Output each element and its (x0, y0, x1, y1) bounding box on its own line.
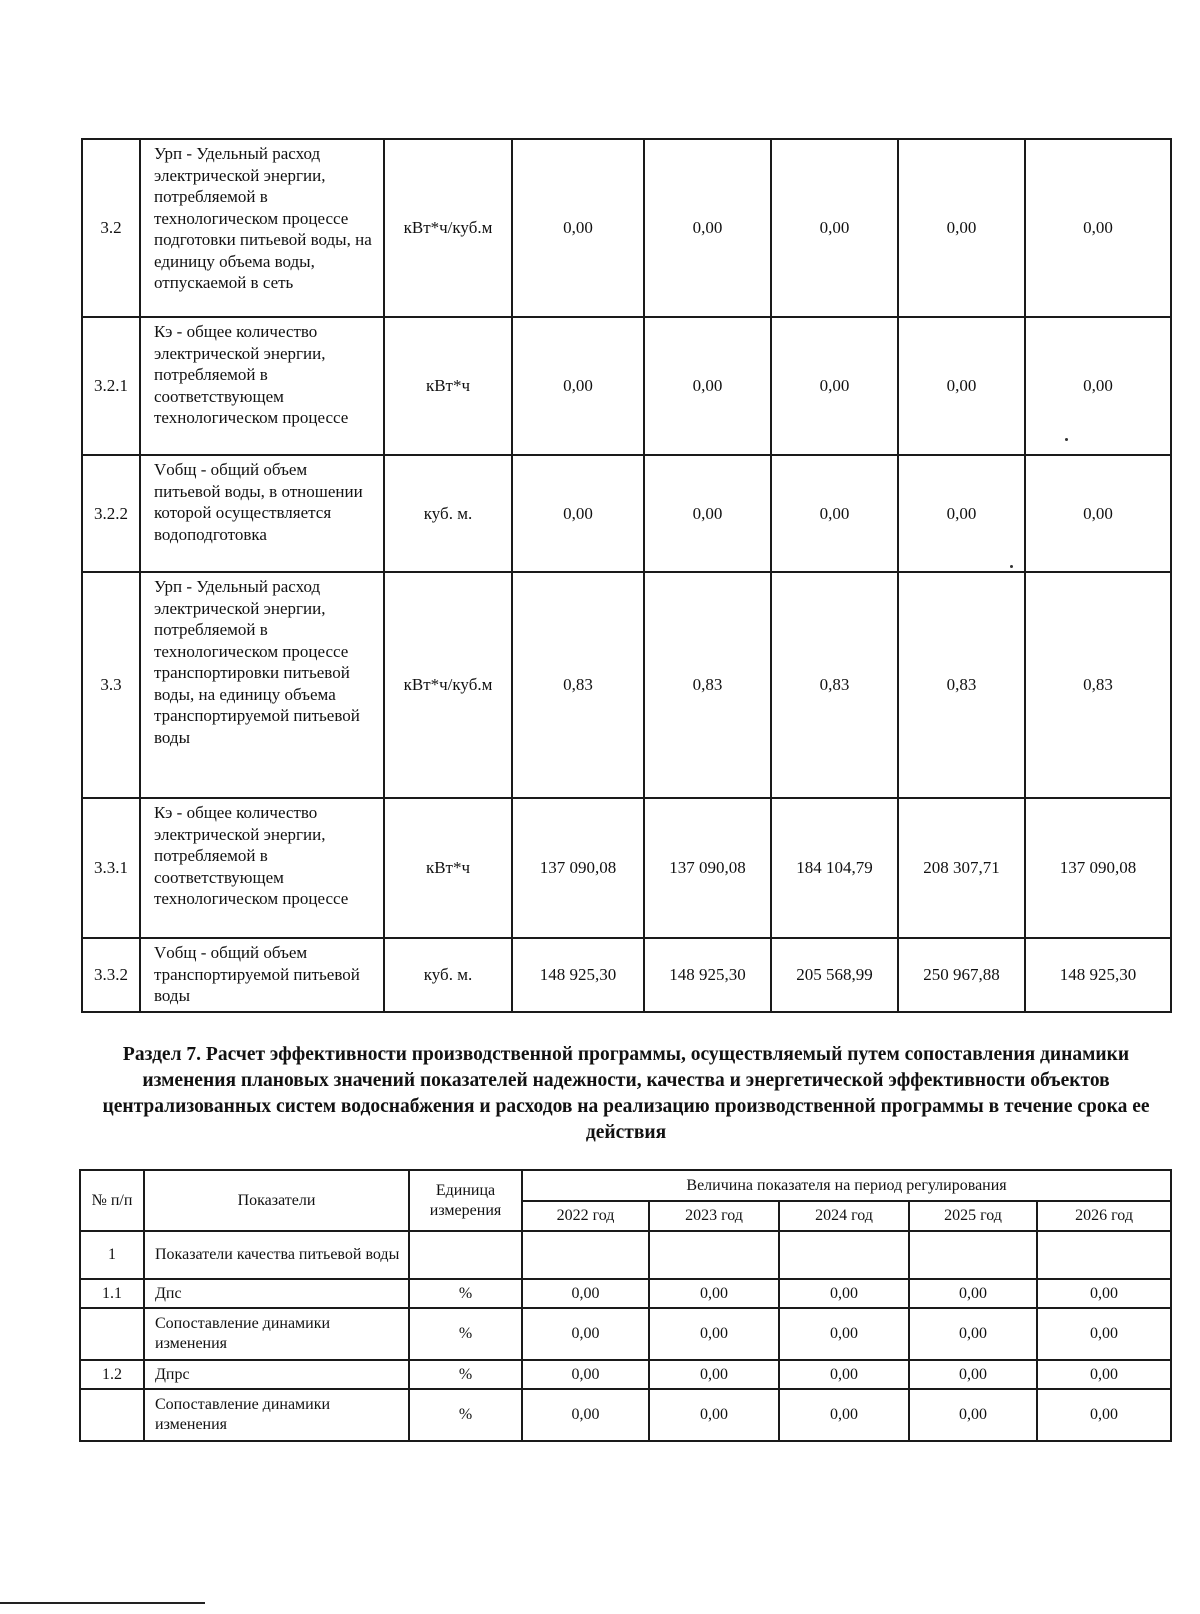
table-row (82, 317, 1171, 455)
table-row (80, 1231, 1171, 1279)
value-cell: 0,00 (771, 139, 898, 317)
value-cell: 184 104,79 (771, 798, 898, 938)
indicator-name: Дпрс (144, 1360, 409, 1389)
value-cell: 137 090,08 (512, 798, 644, 938)
scan-artifact-dot (1065, 438, 1068, 441)
unit-cell: куб. м. (384, 938, 512, 1012)
header-indicator: Показатели (144, 1170, 409, 1231)
indicator-name: Урп - Удельный расход электрической энергии, потребляемой в технологическом процессе подготовки питьевой воды, на единицу объема воды, отпускаемой в сеть (140, 139, 384, 317)
value-cell: 0,00 (909, 1389, 1037, 1441)
header-unit: Единица измерения (409, 1170, 522, 1231)
row-number: 1.1 (80, 1279, 144, 1308)
value-cell: 0,83 (512, 572, 644, 798)
table-row (82, 572, 1171, 798)
value-cell: 148 925,30 (1025, 938, 1171, 1012)
value-cell: 208 307,71 (898, 798, 1025, 938)
value-cell: 0,00 (644, 455, 771, 572)
scan-artifact-dot (1010, 565, 1013, 568)
indicator-name: Дпс (144, 1279, 409, 1308)
section-heading: Раздел 7. Расчет эффективности производственной программы, осуществляемый путем сопоставления динамики изменения плановых значений показателей надежности, качества и энергетической эффективности объектов централизованных систем водоснабжения и расходов на реализацию производственной программы в течение срока ее действия (102, 1044, 1150, 1143)
value-cell: 0,00 (644, 139, 771, 317)
row-number: 1.2 (80, 1360, 144, 1389)
value-cell: 0,00 (522, 1308, 649, 1360)
value-cell: 0,00 (909, 1308, 1037, 1360)
row-number (80, 1308, 144, 1360)
row-number: 3.3.2 (82, 938, 140, 1012)
header-year: 2022 год (522, 1201, 649, 1231)
value-cell: 0,83 (771, 572, 898, 798)
value-cell: 137 090,08 (1025, 798, 1171, 938)
unit-cell: % (409, 1360, 522, 1389)
value-cell: 0,00 (1025, 139, 1171, 317)
scan-artifact-line (0, 1602, 205, 1604)
value-cell: 0,00 (649, 1360, 779, 1389)
value-cell: 148 925,30 (644, 938, 771, 1012)
table-row (82, 455, 1171, 572)
row-number: 1 (80, 1231, 144, 1279)
indicator-name: Vобщ - общий объем питьевой воды, в отношении которой осуществляется водоподготовка (140, 455, 384, 572)
value-cell: 0,00 (1025, 455, 1171, 572)
value-cell: 0,00 (522, 1279, 649, 1308)
value-cell: 0,00 (1037, 1360, 1171, 1389)
indicator-name: Урп - Удельный расход электрической энергии, потребляемой в технологическом процессе транспортировки питьевой воды, на единицу объема транспортируемой питьевой воды (140, 572, 384, 798)
value-cell: 0,00 (779, 1389, 909, 1441)
header-year: 2025 год (909, 1201, 1037, 1231)
value-cell (522, 1231, 649, 1279)
table-row (82, 798, 1171, 938)
value-cell: 0,00 (898, 455, 1025, 572)
indicator-name: Сопоставление динамики изменения (144, 1389, 409, 1441)
row-number: 3.2.2 (82, 455, 140, 572)
value-cell: 250 967,88 (898, 938, 1025, 1012)
row-number: 3.2.1 (82, 317, 140, 455)
value-cell: 0,00 (649, 1389, 779, 1441)
header-period: Величина показателя на период регулирования (522, 1170, 1171, 1201)
table-row (82, 139, 1171, 317)
row-number: 3.2 (82, 139, 140, 317)
value-cell: 137 090,08 (644, 798, 771, 938)
value-cell: 0,00 (909, 1279, 1037, 1308)
table-row (80, 1279, 1171, 1308)
value-cell: 0,00 (512, 317, 644, 455)
value-cell: 0,00 (1037, 1279, 1171, 1308)
value-cell: 0,00 (771, 455, 898, 572)
value-cell: 0,00 (898, 139, 1025, 317)
value-cell: 0,00 (771, 317, 898, 455)
unit-cell: % (409, 1308, 522, 1360)
value-cell: 0,00 (512, 455, 644, 572)
value-cell: 0,00 (522, 1389, 649, 1441)
value-cell: 0,00 (649, 1308, 779, 1360)
unit-cell: % (409, 1279, 522, 1308)
unit-cell: кВт*ч/куб.м (384, 572, 512, 798)
value-cell: 0,00 (779, 1279, 909, 1308)
value-cell: 0,00 (779, 1360, 909, 1389)
row-number: 3.3 (82, 572, 140, 798)
table-row (80, 1389, 1171, 1441)
indicator-name: Кэ - общее количество электрической энергии, потребляемой в соответствующем технологическом процессе (140, 317, 384, 455)
value-cell: 0,00 (512, 139, 644, 317)
unit-cell (409, 1231, 522, 1279)
unit-cell: кВт*ч/куб.м (384, 139, 512, 317)
indicator-name: Vобщ - общий объем транспортируемой питьевой воды (140, 938, 384, 1012)
value-cell (909, 1231, 1037, 1279)
value-cell: 0,00 (779, 1308, 909, 1360)
value-cell: 0,00 (898, 317, 1025, 455)
value-cell: 0,83 (1025, 572, 1171, 798)
unit-cell: кВт*ч (384, 798, 512, 938)
value-cell: 0,00 (1025, 317, 1171, 455)
energy-efficiency-table (81, 138, 1172, 1013)
value-cell (649, 1231, 779, 1279)
value-cell: 0,00 (649, 1279, 779, 1308)
value-cell: 0,00 (644, 317, 771, 455)
header-year: 2023 год (649, 1201, 779, 1231)
value-cell: 148 925,30 (512, 938, 644, 1012)
value-cell (1037, 1231, 1171, 1279)
table-row (80, 1308, 1171, 1360)
unit-cell: кВт*ч (384, 317, 512, 455)
value-cell: 0,00 (522, 1360, 649, 1389)
header-year: 2026 год (1037, 1201, 1171, 1231)
unit-cell: куб. м. (384, 455, 512, 572)
header-year: 2024 год (779, 1201, 909, 1231)
row-number (80, 1389, 144, 1441)
header-row (80, 1170, 1171, 1201)
unit-cell: % (409, 1389, 522, 1441)
indicator-name: Показатели качества питьевой воды (144, 1231, 409, 1279)
indicator-name: Сопоставление динамики изменения (144, 1308, 409, 1360)
row-number: 3.3.1 (82, 798, 140, 938)
value-cell: 0,00 (1037, 1389, 1171, 1441)
value-cell: 0,00 (909, 1360, 1037, 1389)
efficiency-comparison-table (79, 1169, 1172, 1442)
value-cell (779, 1231, 909, 1279)
value-cell: 0,00 (1037, 1308, 1171, 1360)
value-cell: 205 568,99 (771, 938, 898, 1012)
value-cell: 0,83 (644, 572, 771, 798)
value-cell: 0,83 (898, 572, 1025, 798)
header-num: № п/п (80, 1170, 144, 1231)
indicator-name: Кэ - общее количество электрической энергии, потребляемой в соответствующем технологическом процессе (140, 798, 384, 938)
table-row (80, 1360, 1171, 1389)
table-row (82, 938, 1171, 1012)
